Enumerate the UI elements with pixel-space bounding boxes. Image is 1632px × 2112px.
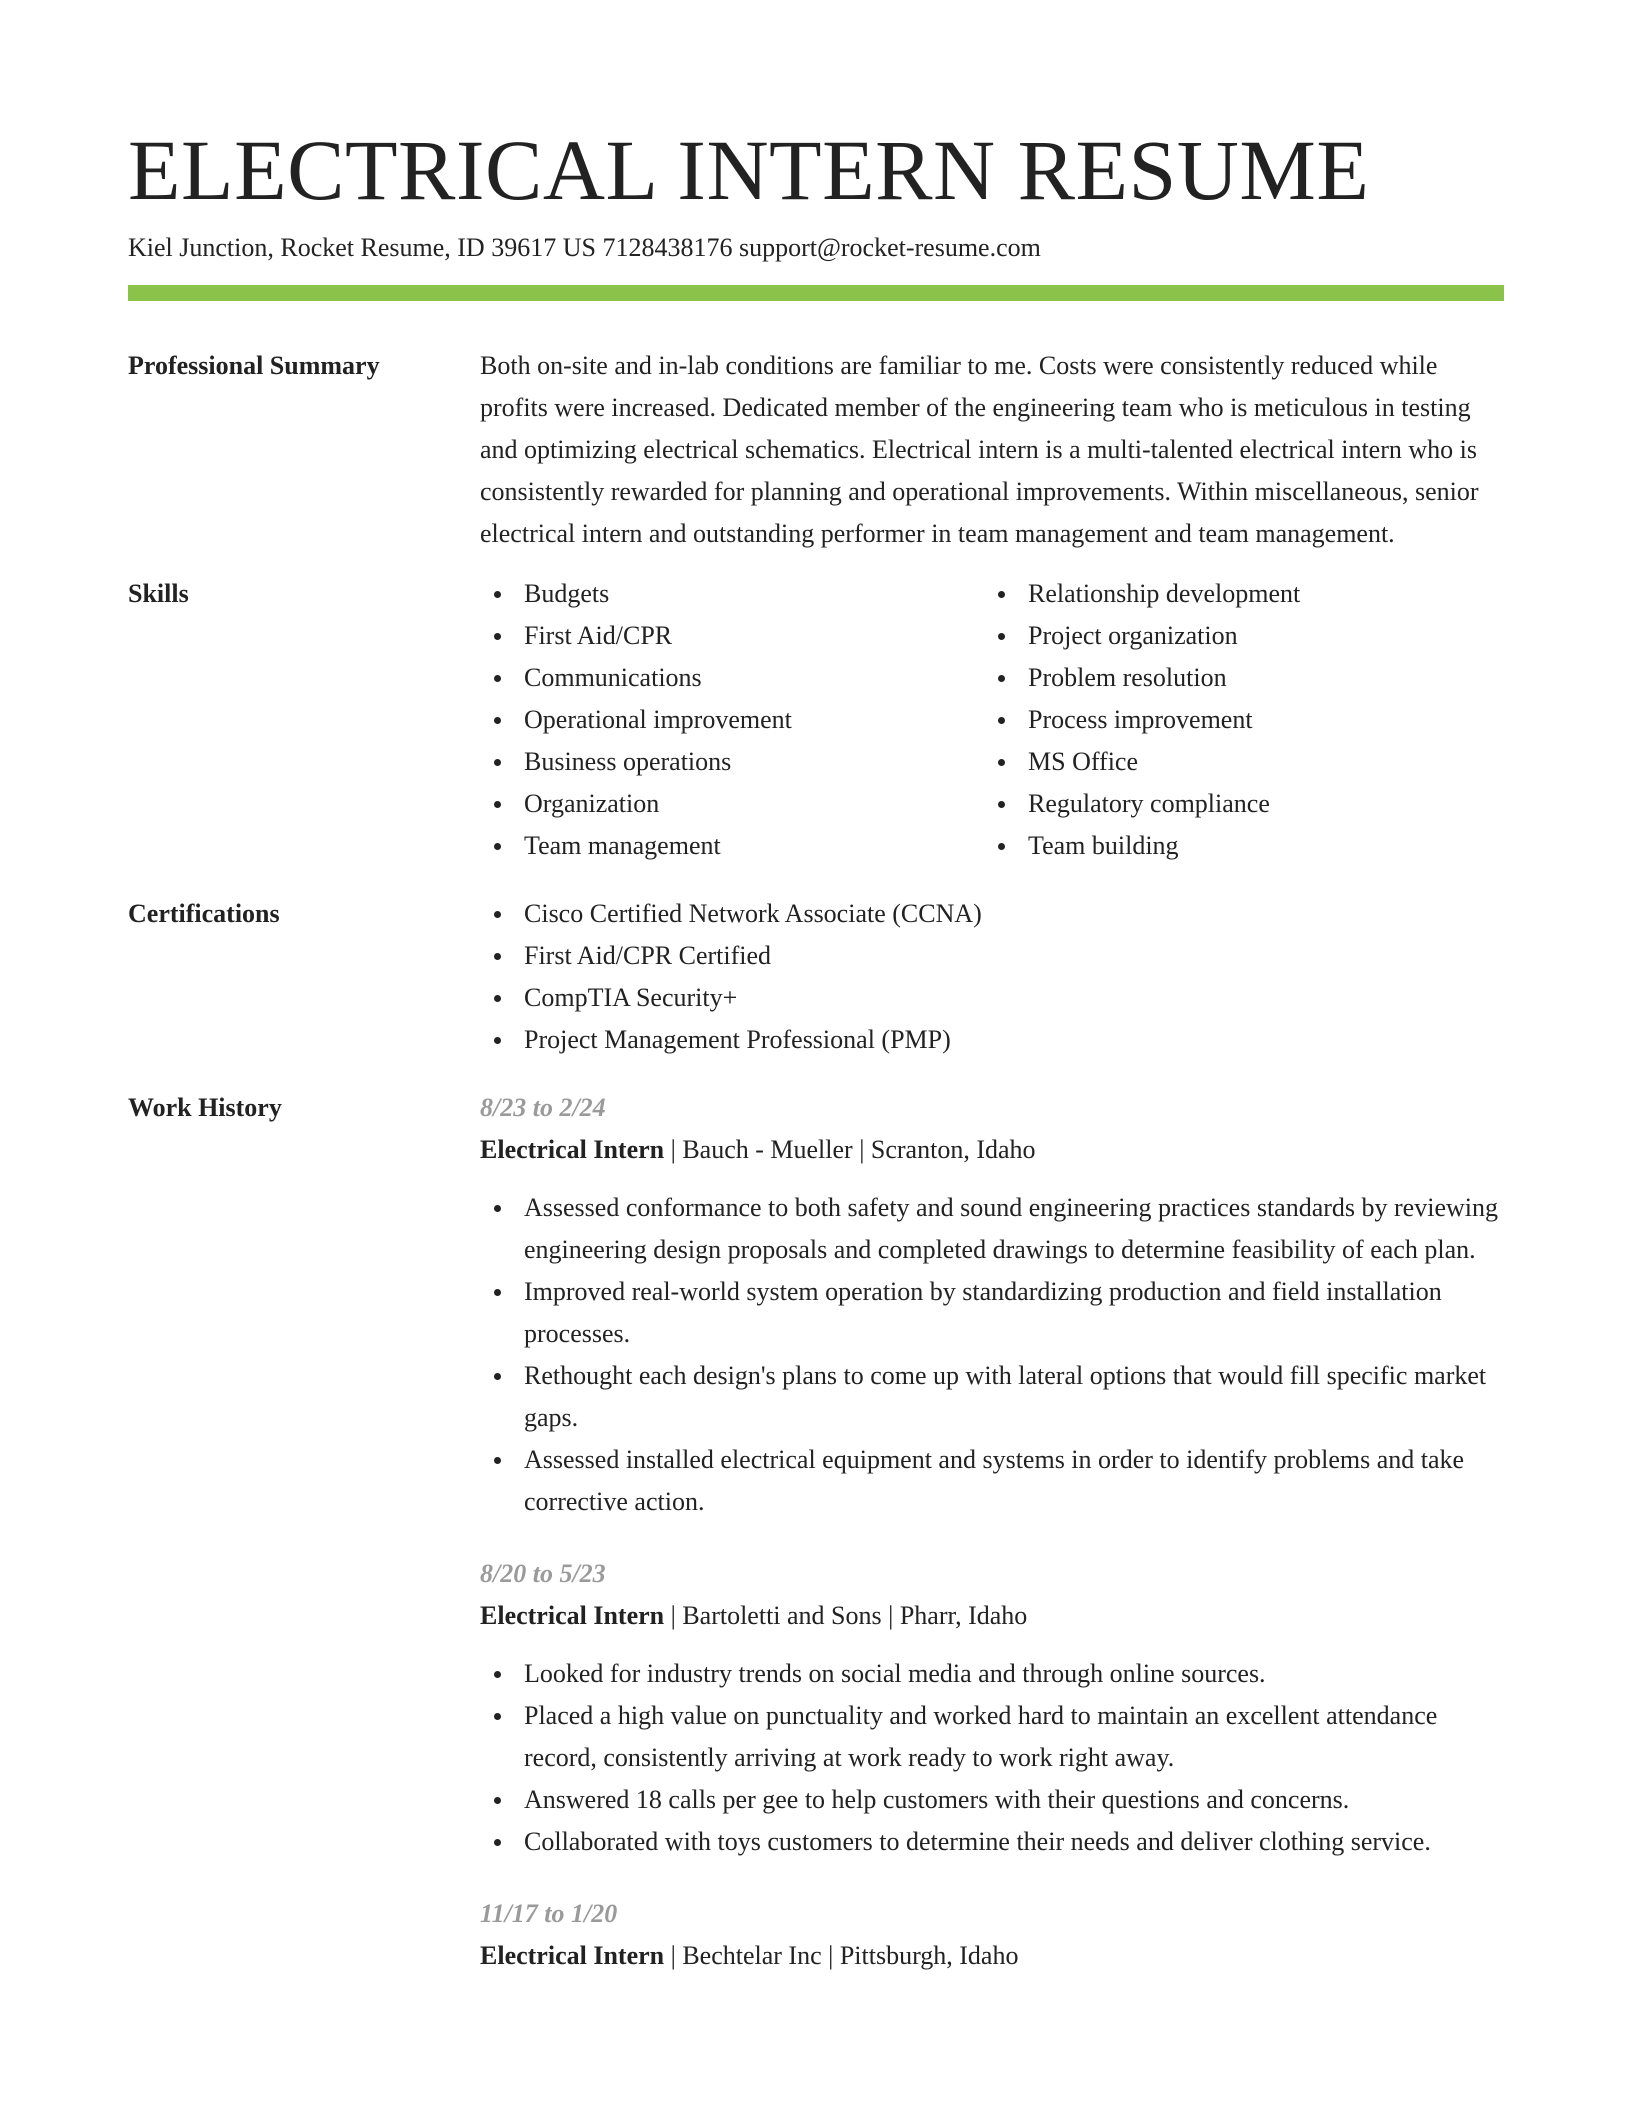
job-bullet: Assessed installed electrical equipment and systems in order to identify problems and take corrective action. <box>480 1439 1504 1523</box>
contact-line: Kiel Junction, Rocket Resume, ID 39617 US 7128438176 support@rocket-resume.com <box>128 233 1041 262</box>
certifications-body <box>480 897 1504 1061</box>
skill-item: MS Office <box>984 741 1488 783</box>
skills-list-left <box>480 573 984 867</box>
summary-body <box>480 349 1504 555</box>
job-bullet: Placed a high value on punctuality and worked hard to maintain an excellent attendance record, consistently arriving at work ready to work right away. <box>480 1695 1504 1779</box>
resume-title: ELECTRICAL INTERN RESUME <box>128 122 1370 218</box>
work-history-body <box>480 1091 1504 1977</box>
skills-grid <box>480 573 1504 867</box>
skill-item: Team building <box>984 825 1488 867</box>
job-bullets <box>480 1653 1504 1863</box>
job-heading <box>480 1935 1504 1977</box>
job-entry <box>480 1893 1504 1977</box>
skill-item: Business operations <box>480 741 984 783</box>
section-professional-summary <box>128 349 1504 555</box>
skill-item: Operational improvement <box>480 699 984 741</box>
section-skills <box>128 577 1504 867</box>
certification-item: First Aid/CPR Certified <box>480 935 1504 977</box>
job-bullet: Rethought each design's plans to come up with lateral options that would fill specific market gaps. <box>480 1355 1504 1439</box>
skill-item: Budgets <box>480 573 984 615</box>
job-heading <box>480 1129 1504 1171</box>
summary-text: Both on-site and in-lab conditions are familiar to me. Costs were consistently reduced while profits were increased. Dedicated member of the engineering team who is meticulous in testing and optimizing electrical schematics. Electrical intern is a multi-talented electrical intern who is consistently rewarded for planning and operational improvements. Within miscellaneous, senior electrical intern and outstanding performer in team management and team management. <box>480 351 1479 548</box>
skills-body <box>480 577 1504 867</box>
job-entry <box>480 1087 1504 1523</box>
section-label-certifications: Certifications <box>128 899 280 928</box>
job-title: Electrical Intern <box>480 1135 665 1164</box>
job-bullet: Answered 18 calls per gee to help customers with their questions and concerns. <box>480 1779 1504 1821</box>
job-details: | Bartoletti and Sons | Pharr, Idaho <box>664 1601 1028 1630</box>
job-bullets <box>480 1187 1504 1523</box>
section-certifications <box>128 897 1504 1061</box>
certification-item: Project Management Professional (PMP) <box>480 1019 1504 1061</box>
skills-list-right <box>984 573 1488 867</box>
skill-item: Relationship development <box>984 573 1488 615</box>
job-bullet: Looked for industry trends on social media and through online sources. <box>480 1653 1504 1695</box>
job-title: Electrical Intern <box>480 1941 665 1970</box>
certification-item: Cisco Certified Network Associate (CCNA) <box>480 893 1504 935</box>
job-bullet: Assessed conformance to both safety and sound engineering practices standards by reviewing engineering design proposals and completed drawings to determine feasibility of each plan. <box>480 1187 1504 1271</box>
section-label-work-history: Work History <box>128 1093 282 1122</box>
resume-sections <box>128 349 1504 1977</box>
skill-item: Process improvement <box>984 699 1488 741</box>
skill-item: Problem resolution <box>984 657 1488 699</box>
job-dates: 11/17 to 1/20 <box>480 1899 618 1928</box>
skill-item: Project organization <box>984 615 1488 657</box>
job-bullet: Improved real-world system operation by standardizing production and field installation processes. <box>480 1271 1504 1355</box>
job-heading <box>480 1595 1504 1637</box>
skill-item: Communications <box>480 657 984 699</box>
job-dates: 8/23 to 2/24 <box>480 1093 606 1122</box>
section-work-history <box>128 1091 1504 1977</box>
section-label-skills: Skills <box>128 579 189 608</box>
section-label-summary: Professional Summary <box>128 351 380 380</box>
job-entry <box>480 1553 1504 1863</box>
accent-divider <box>128 285 1504 301</box>
skill-item: Organization <box>480 783 984 825</box>
skill-item: Regulatory compliance <box>984 783 1488 825</box>
job-details: | Bechtelar Inc | Pittsburgh, Idaho <box>664 1941 1019 1970</box>
job-bullet: Collaborated with toys customers to determine their needs and deliver clothing service. <box>480 1821 1504 1863</box>
job-title: Electrical Intern <box>480 1601 665 1630</box>
skill-item: First Aid/CPR <box>480 615 984 657</box>
skill-item: Team management <box>480 825 984 867</box>
job-details: | Bauch - Mueller | Scranton, Idaho <box>664 1135 1036 1164</box>
certifications-list <box>480 893 1504 1061</box>
job-dates: 8/20 to 5/23 <box>480 1559 606 1588</box>
certification-item: CompTIA Security+ <box>480 977 1504 1019</box>
